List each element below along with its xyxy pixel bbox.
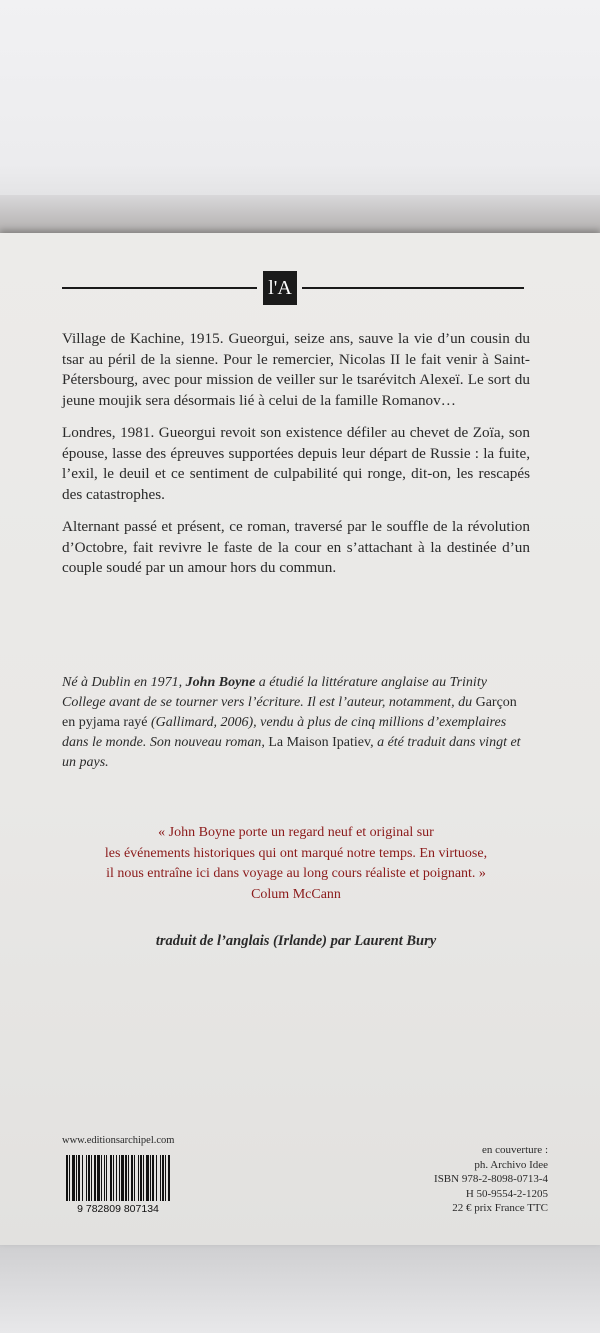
barcode-bar <box>110 1155 112 1201</box>
barcode-bar <box>78 1155 80 1201</box>
barcode-bar <box>88 1155 90 1201</box>
barcode-bar <box>162 1155 164 1201</box>
barcode-bar <box>125 1155 127 1201</box>
book-shadow <box>0 195 600 235</box>
bio-text: Né à Dublin en 1971, <box>62 675 186 690</box>
isbn-barcode <box>62 1155 174 1213</box>
barcode-bar <box>91 1155 92 1201</box>
barcode-bar <box>138 1155 139 1201</box>
cover-credits <box>434 1143 548 1216</box>
header-rule-left <box>62 287 257 289</box>
translator-credit: traduit de l’anglais (Irlande) par Laurent Bury <box>155 933 437 949</box>
barcode-bar <box>140 1155 142 1201</box>
barcode-bar <box>150 1155 151 1201</box>
credit-line: H 50-9554-2-1205 <box>465 1187 548 1200</box>
quote-line: les événements historiques qui ont marqué notre temps. En virtuose, <box>104 845 488 861</box>
synopsis <box>62 329 530 591</box>
author-name: John Boyne <box>185 675 256 690</box>
author-bio <box>62 673 530 773</box>
book-back-cover <box>0 233 600 1245</box>
barcode-number: 9 782809 807134 <box>77 1203 159 1213</box>
synopsis-paragraph: Alternant passé et présent, ce roman, traversé par le souffle de la révolution d’Octobre, fait revivre le faste de la cour en s’attachant à la destinée d’un couple soudé par un amour hors du commun. <box>62 518 530 576</box>
header-rule-right <box>302 287 524 289</box>
credit-line: en couverture : <box>482 1144 548 1156</box>
barcode-bar <box>101 1155 102 1201</box>
barcode-bar <box>116 1155 117 1201</box>
barcode-bar <box>69 1155 70 1201</box>
bio-text: (Gallimard, 2006), vendu à plus de cinq millions d’exemplaires dans le monde. Son nouveau roman, <box>62 715 507 750</box>
barcode-bar <box>128 1155 129 1201</box>
barcode-bar <box>134 1155 135 1201</box>
book-title: Garçon en pyjama rayé <box>62 695 517 730</box>
publisher-website: www.editionsarchipel.com <box>62 1135 175 1146</box>
barcode-bar <box>106 1155 107 1201</box>
credit-line: ph. Archivo Idee <box>474 1158 548 1171</box>
barcode-bar <box>97 1155 100 1201</box>
barcode-bar <box>121 1155 124 1201</box>
barcode-bar <box>72 1155 75 1201</box>
barcode-bar <box>76 1155 77 1201</box>
isbn-line: ISBN 978-2-8098-0713-4 <box>434 1173 548 1186</box>
barcode-bar <box>146 1155 149 1201</box>
quote-line: il nous entraîne ici dans voyage au long cours réaliste et poignant. » <box>106 866 486 881</box>
press-quote <box>62 823 530 905</box>
barcode-bar <box>156 1155 157 1201</box>
synopsis-paragraph: Londres, 1981. Gueorgui revoit son existence défiler au chevet de Zoïa, son épouse, lasse des épreuves supportées depuis leur départ de Russie : la fuite, l’exil, le deuil et ce sentiment de culpabilité qui ronge, dit-on, les rescapés des catastrophes. <box>62 424 530 503</box>
barcode-bar <box>165 1155 166 1201</box>
barcode-bar <box>119 1155 120 1201</box>
quote-line: « John Boyne porte un regard neuf et original sur <box>158 825 434 840</box>
bio-text: a été traduit dans vingt et un pays. <box>62 735 521 770</box>
barcode-bar <box>143 1155 144 1201</box>
publisher-logo: l'A <box>263 271 297 305</box>
background-bottom <box>0 1245 600 1333</box>
barcode-bar <box>152 1155 154 1201</box>
barcode-bar <box>66 1155 68 1201</box>
book-title: La Maison Ipatiev, <box>268 735 374 750</box>
barcode-bar <box>82 1155 83 1201</box>
synopsis-paragraph: Village de Kachine, 1915. Gueorgui, seize ans, sauve la vie d’un cousin du tsar au péril de la sienne. Pour le remercier, Nicolas II le fait venir à Saint-Pétersbourg, avec pour mission de veiller sur le tsarévitch Alexeï. Le sort du jeune moujik sera désormais lié à celui de la famille Romanov… <box>62 330 530 409</box>
quote-attribution: Colum McCann <box>251 886 341 902</box>
barcode-bar <box>86 1155 87 1201</box>
bio-text: a étudié la littérature anglaise au Trinity College avant de se tourner vers l’écriture. Il est l’auteur, notamment, du <box>62 675 487 710</box>
barcode-bar <box>113 1155 114 1201</box>
barcode-bar <box>131 1155 133 1201</box>
barcode-bar <box>104 1155 105 1201</box>
price-line: 22 € prix France TTC <box>452 1202 548 1215</box>
barcode-bar <box>168 1155 170 1201</box>
barcode-bar <box>94 1155 96 1201</box>
barcode-bar <box>160 1155 161 1201</box>
